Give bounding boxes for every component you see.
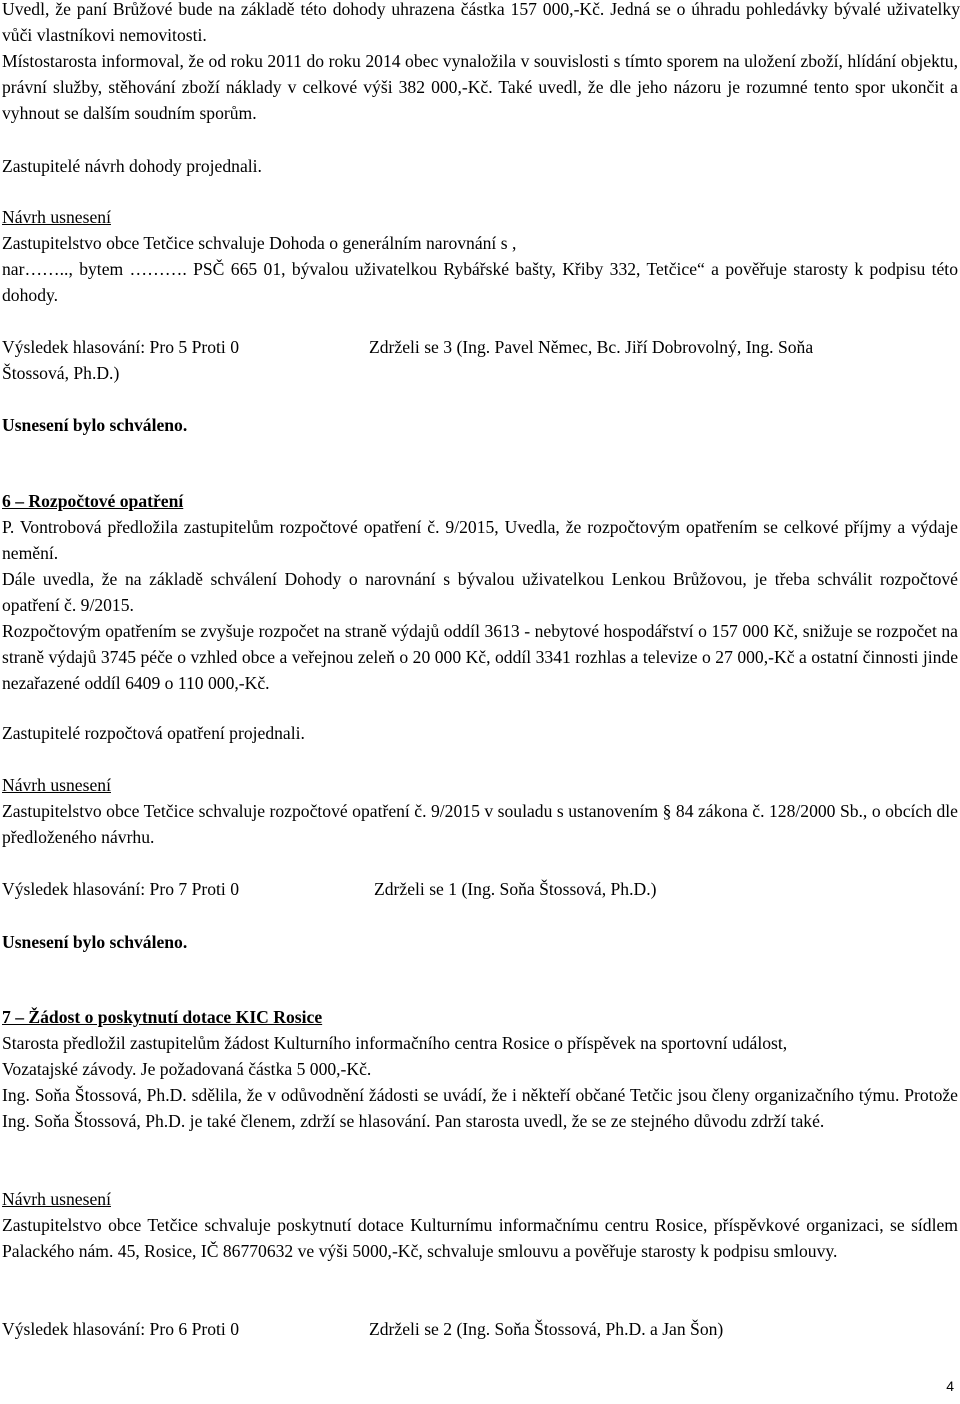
vote-1-abstained-cont: Štossová, Ph.D.) [2, 363, 120, 383]
resolution-approved-2: Usnesení bylo schváleno. [2, 932, 188, 952]
usneseni-1-line-2: nar…….., bytem ………. PSČ 665 01, bývalou uživatelkou Rybářské bašty, Křiby 332, Tetčice“ a pověřuje starosty k podpisu této dohody. [2, 259, 958, 305]
vote-3-abstained: Zdrželi se 2 (Ing. Soňa Štossová, Ph.D. a Jan Šon) [369, 1319, 724, 1339]
page-number: 4 [946, 1378, 954, 1394]
section-6-paragraph-2: Dále uvedla, že na základě schválení Dohody o narovnání s bývalou uživatelkou Lenkou Brůžovou, je třeba schválit rozpočtové opatření č. 9/2015. [2, 569, 958, 615]
usneseni-1-line-1: Zastupitelstvo obce Tetčice schvaluje Dohoda o generálním narovnání s , [2, 233, 517, 253]
section-7-paragraph-1: Starosta předložil zastupitelům žádost Kulturního informačního centra Rosice o příspěvek na sportovní událost, Vozatajské závody. Je požadovaná částka 5 000,-Kč. [2, 1033, 788, 1079]
mistostarosta-paragraph: Místostarosta informoval, že od roku 2011 do roku 2014 obec vynaložila v souvislosti s tímto sporem na uložení zboží, hlídání objektu, právní služby, stěhování zboží náklady v celkové výši 382 000,-Kč. Také uvedl, že dle jeho názoru je rozumné tento spor ukončit a vyhnout se dalším soudním sporům. [2, 51, 958, 123]
section-6-title: 6 – Rozpočtové opatření [2, 491, 184, 511]
projednali-text-1: Zastupitelé návrh dohody projednali. [2, 156, 262, 176]
section-6-paragraph-3: Rozpočtovým opatřením se zvyšuje rozpočet na straně výdajů oddíl 3613 - nebytové hospodářství o 157 000 Kč, snižuje se rozpočet na straně výdajů 3745 péče o vzhled obce a veřejnou zeleň o 20 000 Kč, oddíl 3341 rozhlas a televize o 27 000,-Kč a ostatní činnosti jinde nezařazené oddíl 6409 o 110 000,-Kč. [2, 621, 958, 693]
usneseni-3-text: Zastupitelstvo obce Tetčice schvaluje poskytnutí dotace Kulturnímu informačnímu centru Rosice, příspěvkové organizaci, se sídlem Palackého nám. 45, Rosice, IČ 86770632 ve výši 5000,-Kč, schvaluje smlouvu a pověřuje starosty k podpisu smlouvy. [2, 1215, 958, 1261]
usneseni-2-text: Zastupitelstvo obce Tetčice schvaluje rozpočtové opatření č. 9/2015 v souladu s ustanovením § 84 zákona č. 128/2000 Sb., o obcích dle předloženého návrhu. [2, 801, 958, 847]
resolution-approved-1: Usnesení bylo schváleno. [2, 415, 188, 435]
navrh-usneseni-label-1: Návrh usnesení [2, 207, 111, 227]
vote-1-abstained: Zdrželi se 3 (Ing. Pavel Němec, Bc. Jiří Dobrovolný, Ing. Soňa [369, 337, 814, 357]
intro-paragraph: Uvedl, že paní Brůžové bude na základě této dohody uhrazena částka 157 000,-Kč. Jedná se o úhradu pohledávky bývalé uživatelky vůči vlastníkovi nemovitosti. [2, 0, 960, 45]
projednali-text-2: Zastupitelé rozpočtová opatření projednali. [2, 723, 305, 743]
section-7-title: 7 – Žádost o poskytnutí dotace KIC Rosice [2, 1007, 323, 1027]
section-7-paragraph-2: Ing. Soňa Štossová, Ph.D. sdělila, že v odůvodnění žádosti se uvádí, že i někteří občané Tetčic jsou členy organizačního týmu. Protože Ing. Soňa Štossová, Ph.D. je také členem, zdrží se hlasování. Pan starosta uvedl, že se ze stejného důvodu zdrží také. [2, 1085, 958, 1131]
section-6-paragraph-1: P. Vontrobová předložila zastupitelům rozpočtové opatření č. 9/2015, Uvedla, že rozpočtovým opatřením se celkové příjmy a výdaje nemění. [2, 517, 958, 563]
vote-2-abstained: Zdrželi se 1 (Ing. Soňa Štossová, Ph.D.) [374, 879, 657, 899]
vote-1-counts: Výsledek hlasování: Pro 5 Proti 0 [2, 337, 240, 357]
vote-3-counts: Výsledek hlasování: Pro 6 Proti 0 [2, 1319, 240, 1339]
navrh-usneseni-label-2: Návrh usnesení [2, 775, 111, 795]
vote-2-counts: Výsledek hlasování: Pro 7 Proti 0 [2, 879, 240, 899]
navrh-usneseni-label-3: Návrh usnesení [2, 1189, 111, 1209]
